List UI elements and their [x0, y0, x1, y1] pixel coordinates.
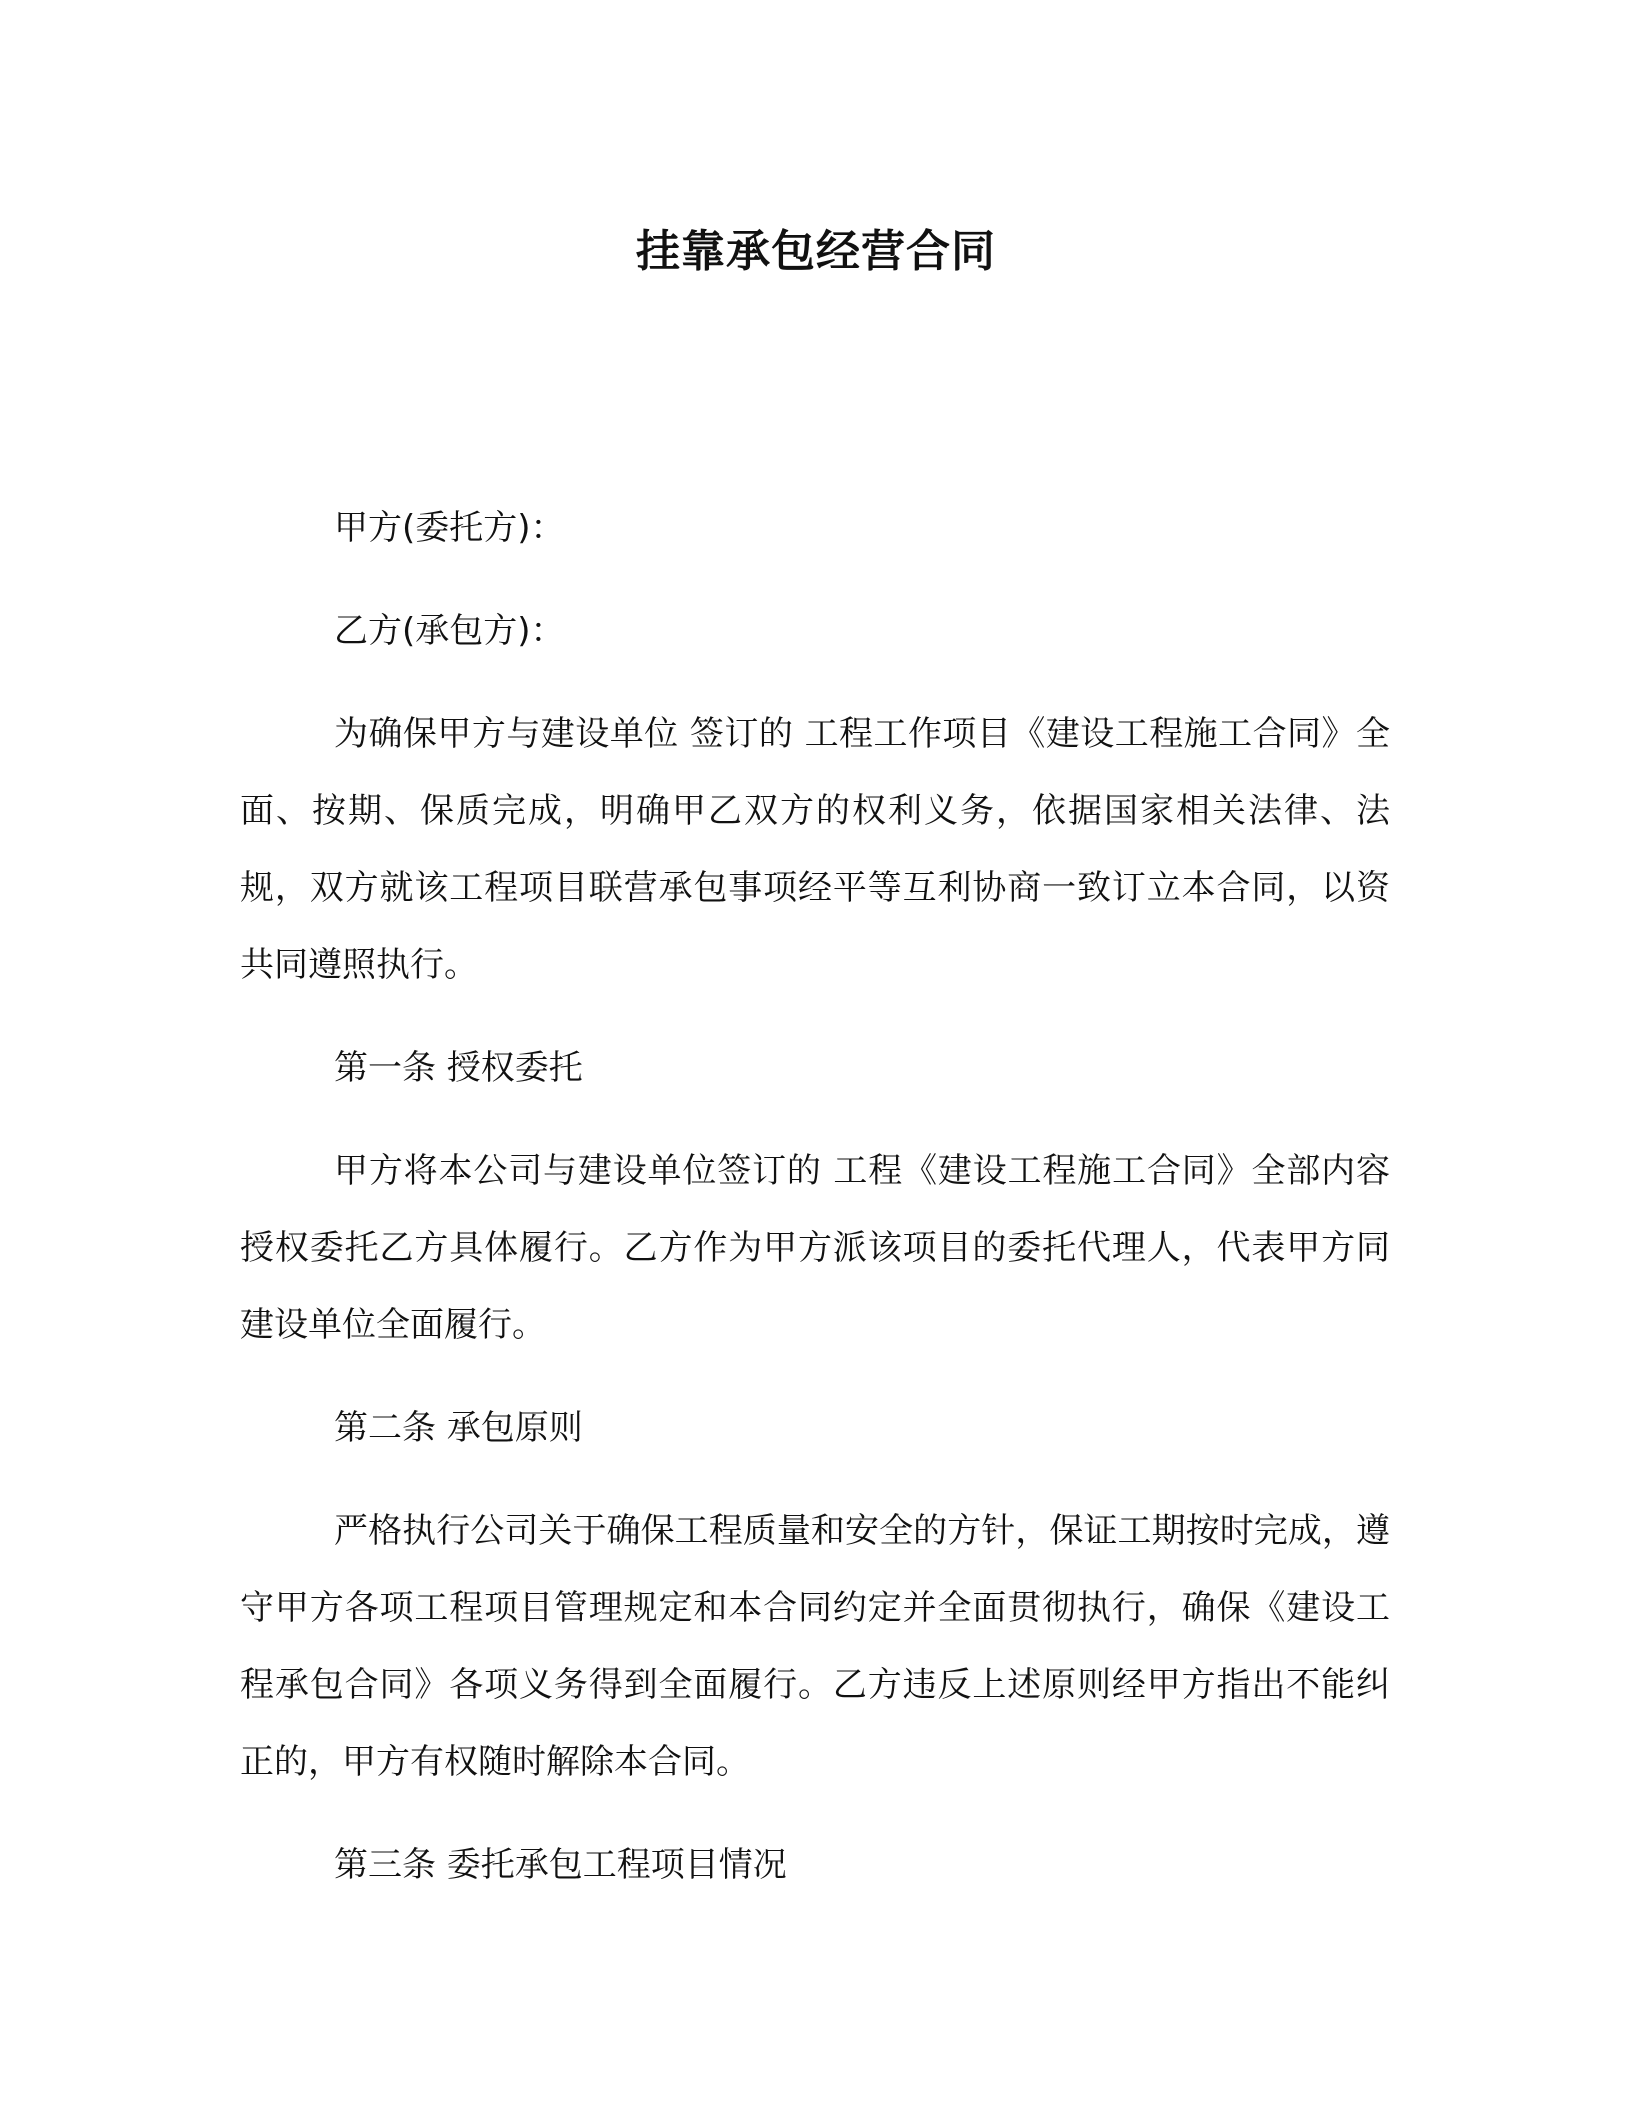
article-2-heading: 第二条 承包原则 [334, 1408, 583, 1448]
article-1-heading: 第一条 授权委托 [334, 1048, 583, 1088]
article-2-text: 严格执行公司关于确保工程质量和安全的方针，保证工期按时完成，遵守甲方各项工程项目管理规定和本合同约定并全面贯彻执行，确保《建设工程承包合同》各项义务得到全面履行。乙方违反上述原则经甲方指出不能纠正的，甲方有权随时解除本合同。 [240, 1511, 1390, 1782]
article-1-text: 甲方将本公司与建设单位签订的 工程《建设工程施工合同》全部内容授权委托乙方具体履行。乙方作为甲方派该项目的委托代理人，代表甲方同建设单位全面履行。 [240, 1151, 1390, 1345]
article-3-heading: 第三条 委托承包工程项目情况 [334, 1845, 787, 1885]
party-a-line: 甲方(委托方)： [334, 508, 565, 548]
document-body [240, 490, 1390, 1930]
document-title: 挂靠承包经营合同 [636, 226, 996, 277]
party-b-line: 乙方(承包方)： [334, 611, 565, 651]
intro-paragraph: 为确保甲方与建设单位 签订的 工程工作项目《建设工程施工合同》全面、按期、保质完成，明确甲乙双方的权利义务，依据国家相关法律、法规，双方就该工程项目联营承包事项经平等互利协商一致订立本合同，以资共同遵照执行。 [240, 714, 1390, 985]
